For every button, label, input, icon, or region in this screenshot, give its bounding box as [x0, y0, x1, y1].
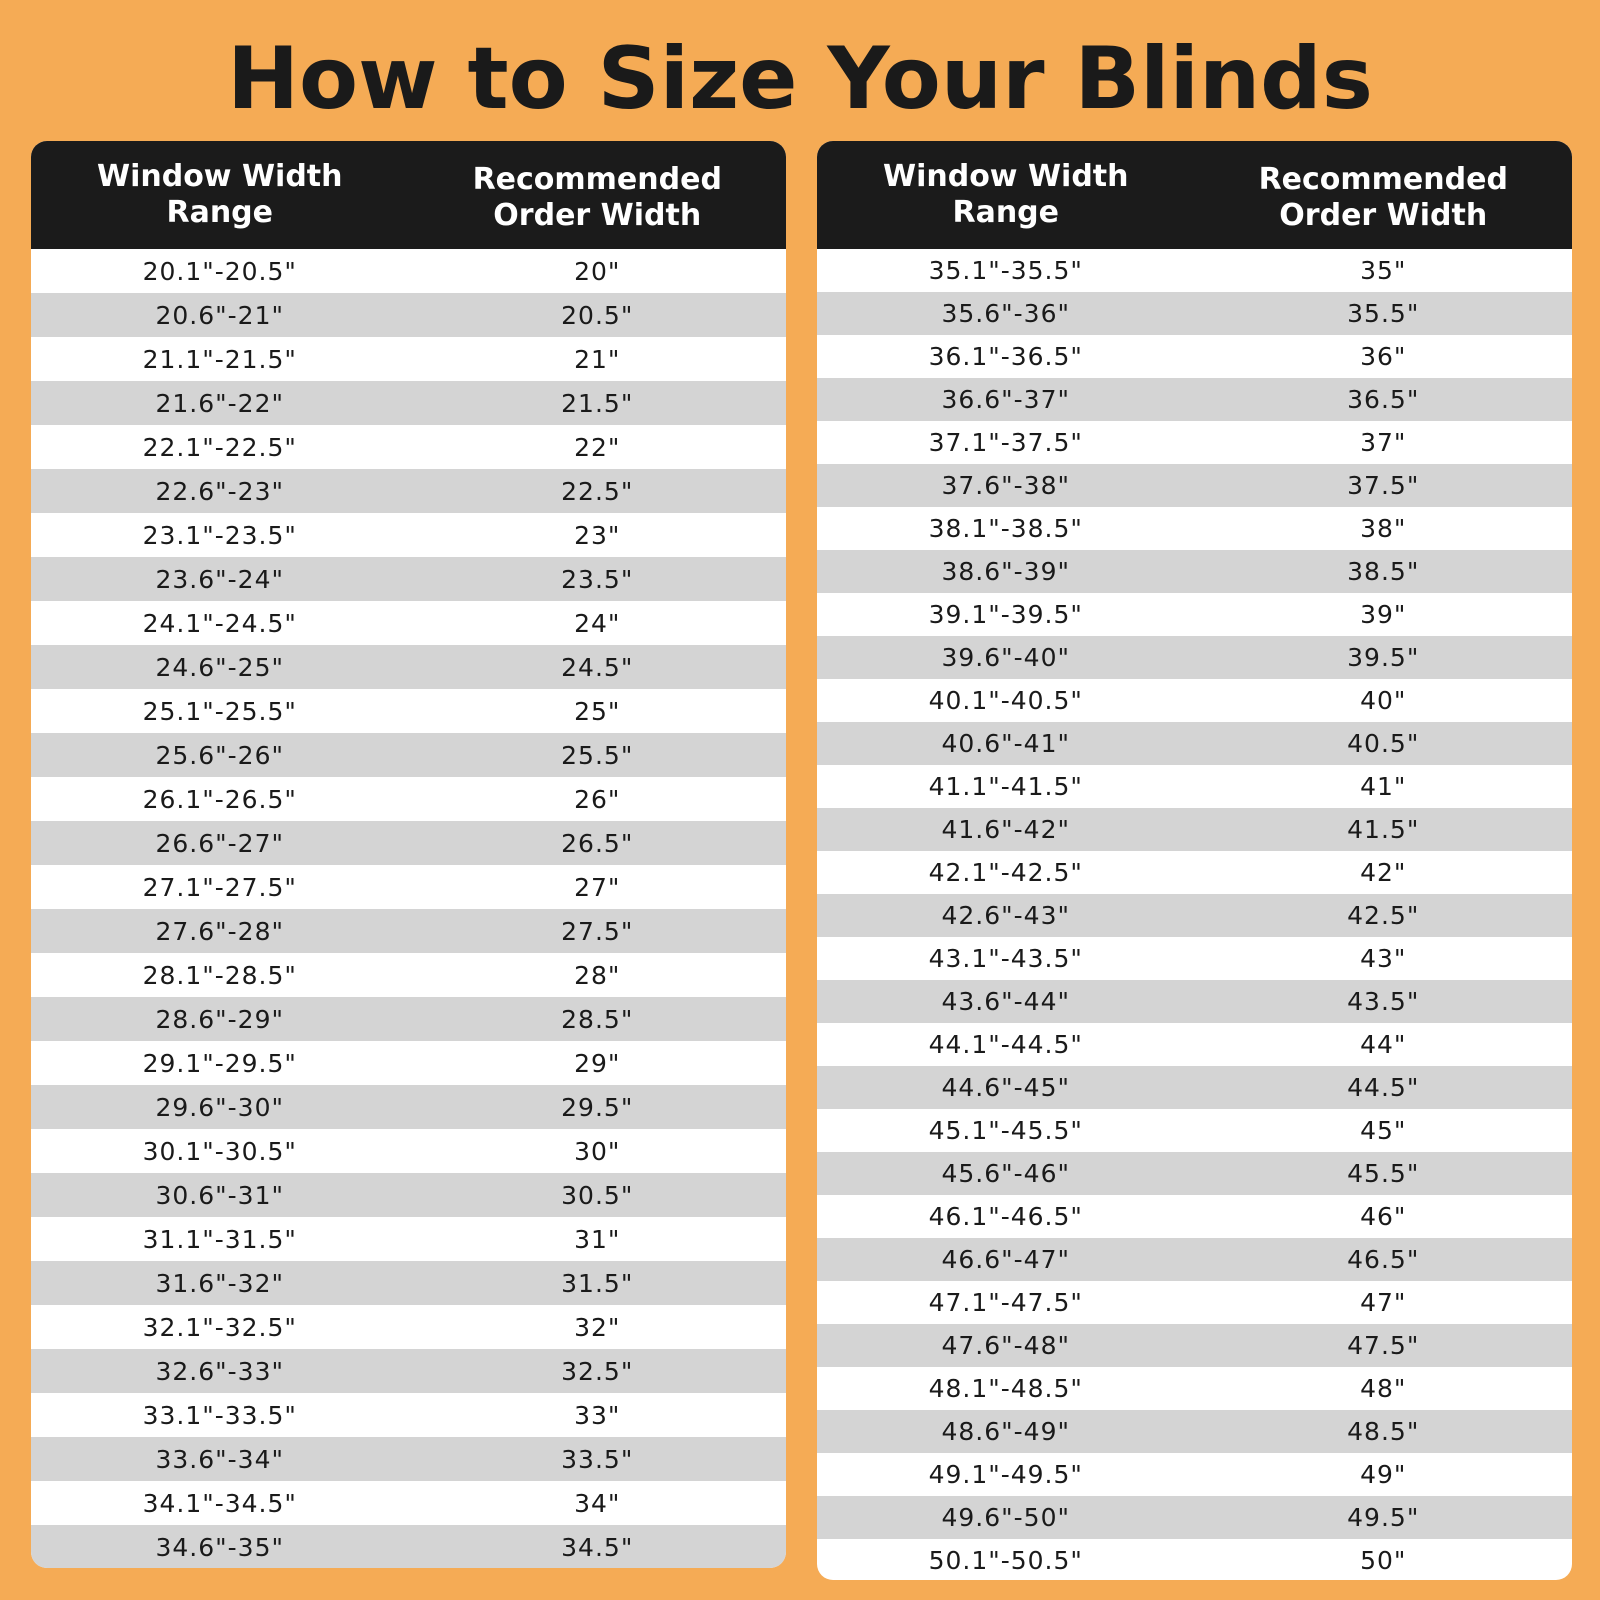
header-recommended-order-width — [409, 162, 787, 234]
window-width-range-cell: 35.6"-36" — [941, 299, 1070, 328]
header-label: Recommended — [472, 162, 722, 197]
header-label: Order Width — [1279, 198, 1488, 233]
recommended-order-width-cell: 23.5" — [561, 564, 634, 594]
table-row — [817, 1496, 1572, 1539]
table-row — [31, 601, 786, 645]
table-body — [31, 249, 786, 1568]
window-width-range-cell: 36.1"-36.5" — [928, 342, 1083, 371]
window-width-range-cell: 27.1"-27.5" — [142, 872, 297, 902]
recommended-order-width-cell: 32.5" — [561, 1356, 634, 1386]
recommended-order-width-cell: 45" — [1360, 1116, 1407, 1145]
window-width-range-cell: 46.6"-47" — [941, 1245, 1070, 1274]
header-window-width-range — [31, 159, 409, 231]
recommended-order-width-cell: 31" — [574, 1224, 621, 1254]
table-row — [31, 1041, 786, 1085]
window-width-range-cell: 29.1"-29.5" — [142, 1048, 297, 1078]
window-width-range-cell: 35.1"-35.5" — [928, 256, 1083, 285]
table-row — [817, 249, 1572, 292]
table-row — [31, 1173, 786, 1217]
recommended-order-width-cell: 36" — [1360, 342, 1407, 371]
table-row — [817, 421, 1572, 464]
recommended-order-width-cell: 50" — [1360, 1546, 1407, 1575]
window-width-range-cell: 33.6"-34" — [155, 1444, 284, 1474]
size-table-right — [817, 141, 1572, 1580]
recommended-order-width-cell: 43.5" — [1347, 987, 1420, 1016]
recommended-order-width-cell: 34.5" — [561, 1532, 634, 1562]
window-width-range-cell: 40.1"-40.5" — [928, 686, 1083, 715]
recommended-order-width-cell: 38.5" — [1347, 557, 1420, 586]
table-row — [31, 249, 786, 293]
window-width-range-cell: 47.6"-48" — [941, 1331, 1070, 1360]
window-width-range-cell: 30.1"-30.5" — [142, 1136, 297, 1166]
header-window-width-range — [817, 159, 1195, 231]
table-row — [31, 821, 786, 865]
window-width-range-cell: 38.1"-38.5" — [928, 514, 1083, 543]
recommended-order-width-cell: 31.5" — [561, 1268, 634, 1298]
header-label: Range — [952, 195, 1060, 230]
table-row — [31, 1261, 786, 1305]
recommended-order-width-cell: 47" — [1360, 1288, 1407, 1317]
table-row — [817, 1238, 1572, 1281]
window-width-range-cell: 29.6"-30" — [155, 1092, 284, 1122]
window-width-range-cell: 48.1"-48.5" — [928, 1374, 1083, 1403]
window-width-range-cell: 37.6"-38" — [941, 471, 1070, 500]
table-row — [31, 1481, 786, 1525]
header-label: Window Width — [882, 159, 1129, 194]
recommended-order-width-cell: 28" — [574, 960, 621, 990]
recommended-order-width-cell: 44" — [1360, 1030, 1407, 1059]
table-row — [817, 335, 1572, 378]
window-width-range-cell: 34.6"-35" — [155, 1532, 284, 1562]
table-row — [31, 1305, 786, 1349]
window-width-range-cell: 28.6"-29" — [155, 1004, 284, 1034]
table-row — [31, 513, 786, 557]
recommended-order-width-cell: 39.5" — [1347, 643, 1420, 672]
recommended-order-width-cell: 36.5" — [1347, 385, 1420, 414]
table-row — [817, 1453, 1572, 1496]
table-row — [31, 337, 786, 381]
window-width-range-cell: 20.1"-20.5" — [142, 256, 297, 286]
recommended-order-width-cell: 33" — [574, 1400, 621, 1430]
table-row — [31, 1437, 786, 1481]
recommended-order-width-cell: 40.5" — [1347, 729, 1420, 758]
table-row — [817, 1324, 1572, 1367]
window-width-range-cell: 32.6"-33" — [155, 1356, 284, 1386]
recommended-order-width-cell: 23" — [574, 520, 621, 550]
window-width-range-cell: 46.1"-46.5" — [928, 1202, 1083, 1231]
table-row — [31, 1129, 786, 1173]
recommended-order-width-cell: 35" — [1360, 256, 1407, 285]
recommended-order-width-cell: 46.5" — [1347, 1245, 1420, 1274]
recommended-order-width-cell: 47.5" — [1347, 1331, 1420, 1360]
window-width-range-cell: 50.1"-50.5" — [928, 1546, 1083, 1575]
window-width-range-cell: 20.6"-21" — [155, 300, 284, 330]
recommended-order-width-cell: 41" — [1360, 772, 1407, 801]
window-width-range-cell: 34.1"-34.5" — [142, 1488, 297, 1518]
table-row — [31, 1085, 786, 1129]
table-row — [31, 865, 786, 909]
table-row — [817, 679, 1572, 722]
recommended-order-width-cell: 33.5" — [561, 1444, 634, 1474]
table-row — [31, 645, 786, 689]
window-width-range-cell: 45.6"-46" — [941, 1159, 1070, 1188]
table-row — [817, 894, 1572, 937]
recommended-order-width-cell: 21" — [574, 344, 621, 374]
table-row — [817, 1195, 1572, 1238]
table-row — [817, 980, 1572, 1023]
table-row — [31, 733, 786, 777]
recommended-order-width-cell: 29.5" — [561, 1092, 634, 1122]
table-row — [31, 909, 786, 953]
table-row — [31, 777, 786, 821]
recommended-order-width-cell: 49.5" — [1347, 1503, 1420, 1532]
recommended-order-width-cell: 35.5" — [1347, 299, 1420, 328]
window-width-range-cell: 26.6"-27" — [155, 828, 284, 858]
window-width-range-cell: 40.6"-41" — [941, 729, 1070, 758]
table-body — [817, 249, 1572, 1580]
header-recommended-order-width — [1195, 162, 1573, 234]
window-width-range-cell: 26.1"-26.5" — [142, 784, 297, 814]
window-width-range-cell: 47.1"-47.5" — [928, 1288, 1083, 1317]
window-width-range-cell: 37.1"-37.5" — [928, 428, 1083, 457]
table-row — [817, 1023, 1572, 1066]
table-row — [31, 425, 786, 469]
window-width-range-cell: 23.1"-23.5" — [142, 520, 297, 550]
table-row — [31, 1349, 786, 1393]
window-width-range-cell: 30.6"-31" — [155, 1180, 284, 1210]
window-width-range-cell: 39.1"-39.5" — [928, 600, 1083, 629]
window-width-range-cell: 31.6"-32" — [155, 1268, 284, 1298]
window-width-range-cell: 49.6"-50" — [941, 1503, 1070, 1532]
window-width-range-cell: 33.1"-33.5" — [142, 1400, 297, 1430]
window-width-range-cell: 23.6"-24" — [155, 564, 284, 594]
recommended-order-width-cell: 22.5" — [561, 476, 634, 506]
table-row — [817, 507, 1572, 550]
recommended-order-width-cell: 20" — [574, 256, 621, 286]
table-row — [31, 557, 786, 601]
window-width-range-cell: 25.6"-26" — [155, 740, 284, 770]
recommended-order-width-cell: 44.5" — [1347, 1073, 1420, 1102]
window-width-range-cell: 42.6"-43" — [941, 901, 1070, 930]
table-row — [31, 689, 786, 733]
table-row — [817, 808, 1572, 851]
table-row — [817, 765, 1572, 808]
recommended-order-width-cell: 25" — [574, 696, 621, 726]
window-width-range-cell: 31.1"-31.5" — [142, 1224, 297, 1254]
table-row — [31, 1393, 786, 1437]
table-row — [817, 1152, 1572, 1195]
window-width-range-cell: 41.6"-42" — [941, 815, 1070, 844]
recommended-order-width-cell: 39" — [1360, 600, 1407, 629]
recommended-order-width-cell: 40" — [1360, 686, 1407, 715]
table-row — [31, 293, 786, 337]
table-row — [817, 1539, 1572, 1580]
window-width-range-cell: 45.1"-45.5" — [928, 1116, 1083, 1145]
window-width-range-cell: 42.1"-42.5" — [928, 858, 1083, 887]
window-width-range-cell: 25.1"-25.5" — [142, 696, 297, 726]
window-width-range-cell: 22.1"-22.5" — [142, 432, 297, 462]
window-width-range-cell: 48.6"-49" — [941, 1417, 1070, 1446]
recommended-order-width-cell: 24" — [574, 608, 621, 638]
header-label: Order Width — [493, 198, 702, 233]
recommended-order-width-cell: 45.5" — [1347, 1159, 1420, 1188]
recommended-order-width-cell: 27" — [574, 872, 621, 902]
recommended-order-width-cell: 43" — [1360, 944, 1407, 973]
table-row — [817, 378, 1572, 421]
window-width-range-cell: 38.6"-39" — [941, 557, 1070, 586]
recommended-order-width-cell: 42.5" — [1347, 901, 1420, 930]
recommended-order-width-cell: 41.5" — [1347, 815, 1420, 844]
window-width-range-cell: 44.1"-44.5" — [928, 1030, 1083, 1059]
window-width-range-cell: 27.6"-28" — [155, 916, 284, 946]
size-table-left — [31, 141, 786, 1568]
recommended-order-width-cell: 21.5" — [561, 388, 634, 418]
window-width-range-cell: 43.6"-44" — [941, 987, 1070, 1016]
header-label: Recommended — [1258, 162, 1508, 197]
recommended-order-width-cell: 25.5" — [561, 740, 634, 770]
table-row — [817, 464, 1572, 507]
window-width-range-cell: 32.1"-32.5" — [142, 1312, 297, 1342]
table-row — [31, 469, 786, 513]
table-row — [817, 937, 1572, 980]
recommended-order-width-cell: 30" — [574, 1136, 621, 1166]
table-row — [31, 1525, 786, 1568]
recommended-order-width-cell: 26.5" — [561, 828, 634, 858]
window-width-range-cell: 43.1"-43.5" — [928, 944, 1083, 973]
recommended-order-width-cell: 34" — [574, 1488, 621, 1518]
recommended-order-width-cell: 27.5" — [561, 916, 634, 946]
window-width-range-cell: 39.6"-40" — [941, 643, 1070, 672]
recommended-order-width-cell: 38" — [1360, 514, 1407, 543]
recommended-order-width-cell: 48.5" — [1347, 1417, 1420, 1446]
recommended-order-width-cell: 37" — [1360, 428, 1407, 457]
recommended-order-width-cell: 46" — [1360, 1202, 1407, 1231]
header-label: Window Width — [96, 159, 343, 194]
table-row — [817, 1281, 1572, 1324]
window-width-range-cell: 44.6"-45" — [941, 1073, 1070, 1102]
recommended-order-width-cell: 42" — [1360, 858, 1407, 887]
table-row — [817, 550, 1572, 593]
table-row — [31, 953, 786, 997]
recommended-order-width-cell: 37.5" — [1347, 471, 1420, 500]
window-width-range-cell: 36.6"-37" — [941, 385, 1070, 414]
recommended-order-width-cell: 48" — [1360, 1374, 1407, 1403]
table-row — [31, 997, 786, 1041]
recommended-order-width-cell: 20.5" — [561, 300, 634, 330]
recommended-order-width-cell: 26" — [574, 784, 621, 814]
window-width-range-cell: 21.1"-21.5" — [142, 344, 297, 374]
recommended-order-width-cell: 30.5" — [561, 1180, 634, 1210]
table-row — [817, 1410, 1572, 1453]
window-width-range-cell: 41.1"-41.5" — [928, 772, 1083, 801]
window-width-range-cell: 24.6"-25" — [155, 652, 284, 682]
recommended-order-width-cell: 24.5" — [561, 652, 634, 682]
window-width-range-cell: 24.1"-24.5" — [142, 608, 297, 638]
table-row — [31, 381, 786, 425]
table-row — [817, 593, 1572, 636]
table-row — [817, 1109, 1572, 1152]
recommended-order-width-cell: 29" — [574, 1048, 621, 1078]
recommended-order-width-cell: 49" — [1360, 1460, 1407, 1489]
table-row — [31, 1217, 786, 1261]
page-title: How to Size Your Blinds — [227, 29, 1373, 129]
recommended-order-width-cell: 28.5" — [561, 1004, 634, 1034]
header-label: Range — [166, 195, 274, 230]
table-row — [817, 722, 1572, 765]
table-row — [817, 851, 1572, 894]
window-width-range-cell: 22.6"-23" — [155, 476, 284, 506]
table-row — [817, 636, 1572, 679]
recommended-order-width-cell: 22" — [574, 432, 621, 462]
window-width-range-cell: 21.6"-22" — [155, 388, 284, 418]
table-row — [817, 1367, 1572, 1410]
recommended-order-width-cell: 32" — [574, 1312, 621, 1342]
window-width-range-cell: 28.1"-28.5" — [142, 960, 297, 990]
table-header — [31, 141, 786, 249]
table-header — [817, 141, 1572, 249]
table-row — [817, 292, 1572, 335]
window-width-range-cell: 49.1"-49.5" — [928, 1460, 1083, 1489]
table-row — [817, 1066, 1572, 1109]
